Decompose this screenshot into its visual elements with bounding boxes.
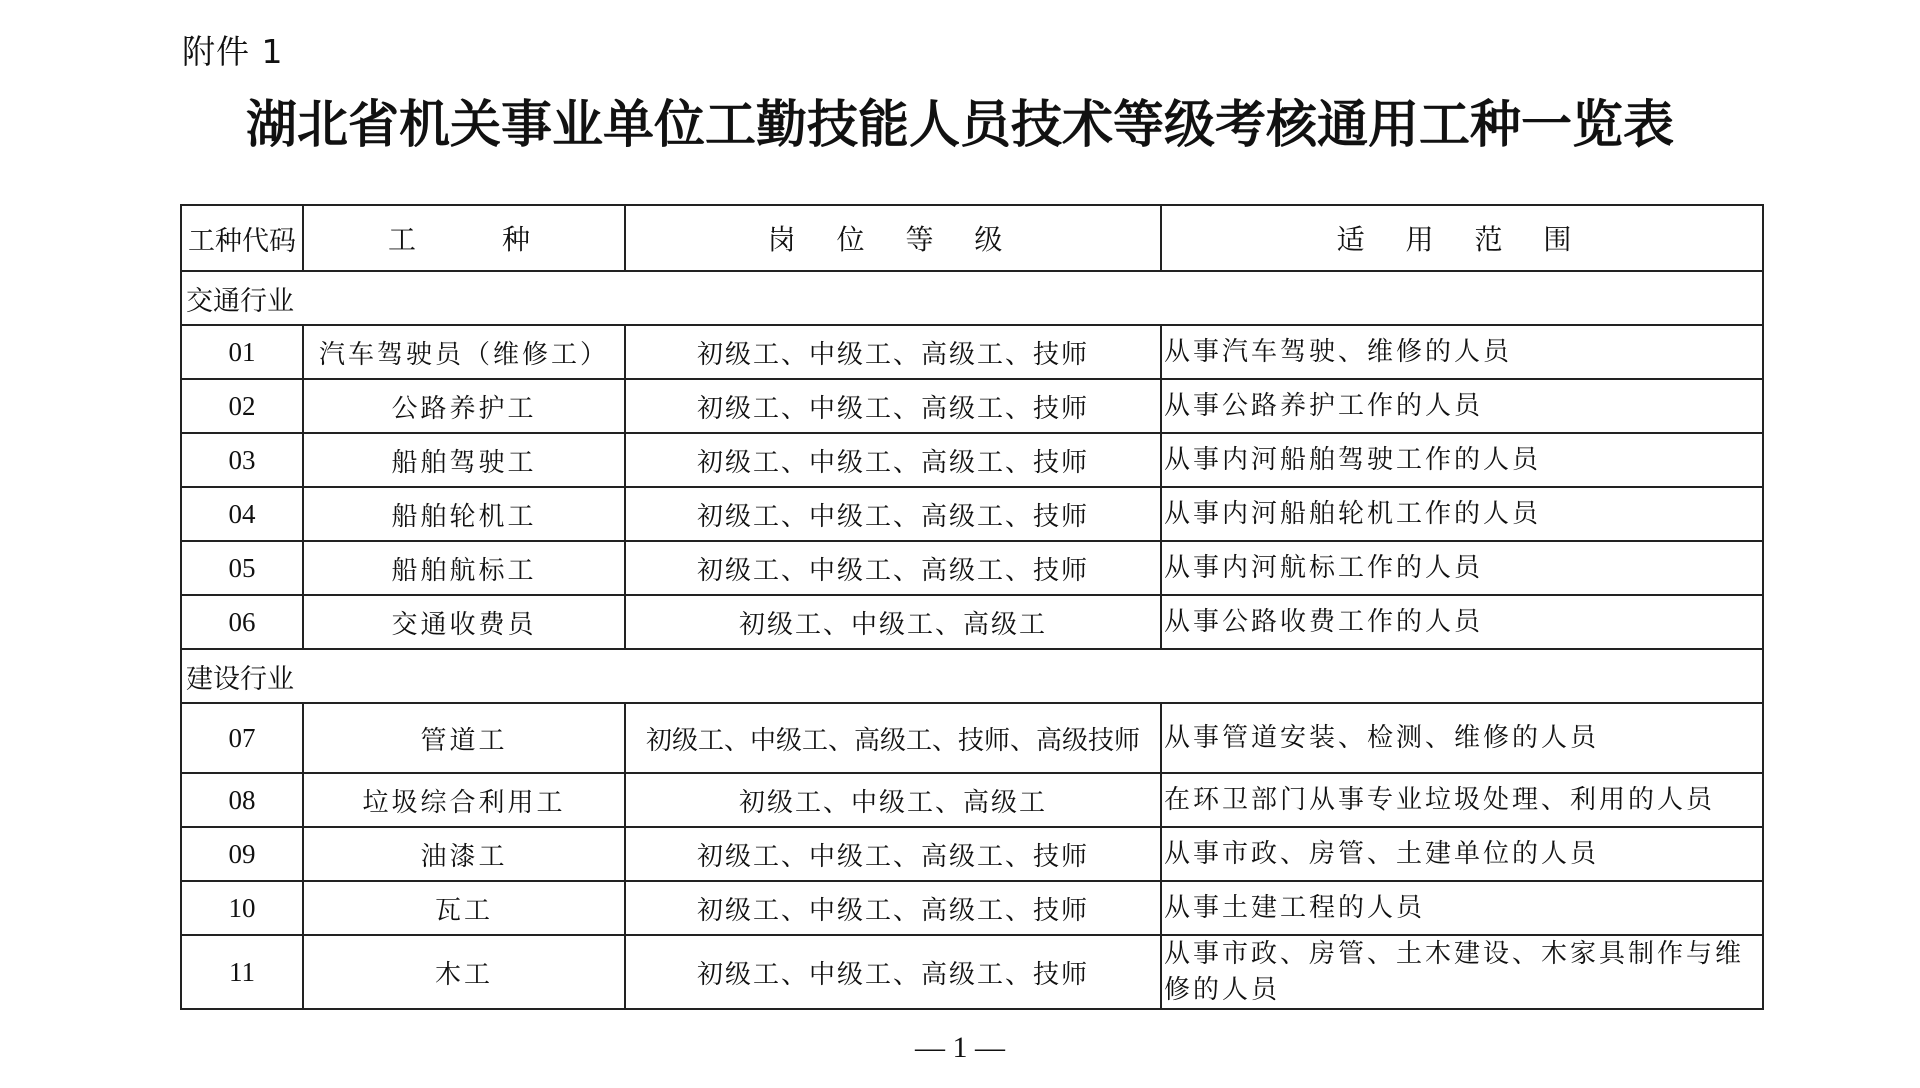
cell-scope: 从事公路养护工作的人员	[1161, 379, 1763, 433]
cell-type: 油漆工	[303, 827, 625, 881]
cell-grade: 初级工、中级工、高级工、技师	[625, 487, 1161, 541]
header-grade: 岗 位 等 级	[625, 205, 1161, 271]
cell-code: 10	[181, 881, 303, 935]
attachment-label: 附件 1	[182, 32, 284, 71]
table-row	[181, 827, 1763, 881]
table-row	[181, 541, 1763, 595]
cell-grade: 初级工、中级工、高级工、技师	[625, 827, 1161, 881]
section-name: 建设行业	[181, 649, 1763, 703]
cell-scope: 从事公路收费工作的人员	[1161, 595, 1763, 649]
cell-scope: 在环卫部门从事专业垃圾处理、利用的人员	[1161, 773, 1763, 827]
table-row	[181, 325, 1763, 379]
header-scope: 适 用 范 围	[1161, 205, 1763, 271]
cell-code: 01	[181, 325, 303, 379]
section-name: 交通行业	[181, 271, 1763, 325]
table-row	[181, 773, 1763, 827]
cell-code: 03	[181, 433, 303, 487]
cell-grade: 初级工、中级工、高级工、技师	[625, 325, 1161, 379]
cell-code: 11	[181, 935, 303, 1009]
table-row	[181, 935, 1763, 1009]
table-row	[181, 703, 1763, 773]
table-row	[181, 881, 1763, 935]
cell-type: 瓦工	[303, 881, 625, 935]
cell-code: 05	[181, 541, 303, 595]
cell-code: 08	[181, 773, 303, 827]
cell-scope: 从事土建工程的人员	[1161, 881, 1763, 935]
cell-scope: 从事市政、房管、土建单位的人员	[1161, 827, 1763, 881]
cell-type: 船舶驾驶工	[303, 433, 625, 487]
document-title: 湖北省机关事业单位工勤技能人员技术等级考核通用工种一览表	[245, 96, 1674, 155]
table-header-row	[181, 205, 1763, 271]
cell-scope: 从事内河航标工作的人员	[1161, 541, 1763, 595]
cell-code: 09	[181, 827, 303, 881]
cell-grade: 初级工、中级工、高级工、技师	[625, 935, 1161, 1009]
cell-grade: 初级工、中级工、高级工、技师	[625, 433, 1161, 487]
section-row	[181, 271, 1763, 325]
cell-scope: 从事内河船舶轮机工作的人员	[1161, 487, 1763, 541]
cell-code: 07	[181, 703, 303, 773]
cell-scope: 从事内河船舶驾驶工作的人员	[1161, 433, 1763, 487]
cell-type: 船舶航标工	[303, 541, 625, 595]
table-row	[181, 433, 1763, 487]
section-row	[181, 649, 1763, 703]
cell-type: 交通收费员	[303, 595, 625, 649]
page-number: — 1 —	[915, 1031, 1005, 1064]
cell-grade: 初级工、中级工、高级工、技师	[625, 541, 1161, 595]
cell-scope: 从事管道安装、检测、维修的人员	[1161, 703, 1763, 773]
cell-code: 04	[181, 487, 303, 541]
cell-type: 汽车驾驶员（维修工）	[303, 325, 625, 379]
cell-code: 06	[181, 595, 303, 649]
cell-type: 木工	[303, 935, 625, 1009]
cell-grade: 初级工、中级工、高级工、技师、高级技师	[625, 703, 1161, 773]
table-row	[181, 487, 1763, 541]
header-type: 工 种	[303, 205, 625, 271]
cell-type: 公路养护工	[303, 379, 625, 433]
cell-grade: 初级工、中级工、高级工	[625, 773, 1161, 827]
cell-type: 船舶轮机工	[303, 487, 625, 541]
header-code: 工种代码	[181, 205, 303, 271]
cell-type: 垃圾综合利用工	[303, 773, 625, 827]
cell-grade: 初级工、中级工、高级工	[625, 595, 1161, 649]
cell-grade: 初级工、中级工、高级工、技师	[625, 379, 1161, 433]
cell-code: 02	[181, 379, 303, 433]
table-row	[181, 379, 1763, 433]
job-type-table	[180, 204, 1764, 1010]
cell-scope: 从事市政、房管、土木建设、木家具制作与维修的人员	[1161, 935, 1763, 1009]
table-row	[181, 595, 1763, 649]
cell-scope: 从事汽车驾驶、维修的人员	[1161, 325, 1763, 379]
cell-grade: 初级工、中级工、高级工、技师	[625, 881, 1161, 935]
cell-type: 管道工	[303, 703, 625, 773]
